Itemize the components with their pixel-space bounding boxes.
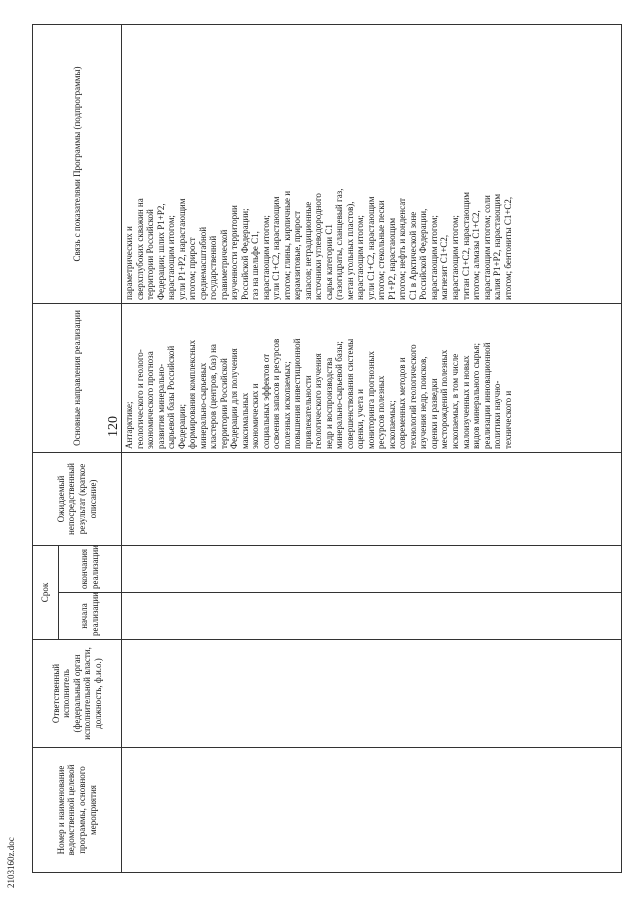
cell-text-line: источники углеводородного bbox=[313, 193, 324, 300]
cell-text-line: итогом; стекольные пески bbox=[376, 200, 387, 300]
cell-text-line: нарастающим итогом; bbox=[260, 215, 271, 300]
cell-text-line: минерально-сырьевых bbox=[197, 362, 208, 449]
cell-text-line: Федерации; bbox=[176, 403, 187, 449]
cell-text-line: социальных эффектов от bbox=[260, 353, 271, 449]
cell-text-line: политики научно- bbox=[492, 380, 503, 449]
cell-text-line: недр и воспроизводства bbox=[323, 357, 334, 449]
cell-text-line: освоения запасов и ресурсов bbox=[271, 338, 282, 449]
cell-text-line: экономического прогноза bbox=[145, 351, 156, 449]
cell-text-line: нарастающим итогом; bbox=[449, 215, 460, 300]
cell-text-line: формирования комплексных bbox=[187, 339, 198, 449]
cell-text-line: итогом; бентониты С1+С2, bbox=[502, 196, 513, 300]
cell-text-line: видов минерального сырья; bbox=[471, 343, 482, 449]
cell-text-line: нарастающим итогом; bbox=[428, 215, 439, 300]
cell-text-line: среднемасштабной bbox=[197, 226, 208, 300]
header-responsible: Ответственный исполнитель (федеральный орган исполнительной власти, должность, ф.и.о.) bbox=[33, 640, 122, 748]
cell-text-line: повышения инвестиционной bbox=[292, 338, 303, 449]
cell-text-line: Р1+Р2, нарастающим bbox=[386, 217, 397, 300]
header-main-directions: Основные направления реализации bbox=[33, 303, 122, 452]
cell-text-line: технического и bbox=[502, 390, 513, 449]
cell-text-line: сверхглубоких скважин на bbox=[134, 198, 145, 300]
cell-text-line: С1 в Арктической зоне bbox=[407, 211, 418, 300]
header-expected-result: Ожидаемый непосредственный результат (краткое описание) bbox=[33, 452, 122, 545]
cell-text-line: итогом; глины, кирпичные и bbox=[281, 190, 292, 300]
cell-text-line: Российской Федерации, bbox=[418, 208, 429, 300]
rotated-table-container bbox=[32, 25, 612, 873]
cell-text-line: сырья категории С1 bbox=[323, 224, 334, 300]
cell-text-line: привлекательности bbox=[302, 375, 313, 449]
cell-text-line: магнезит С1+С2, bbox=[439, 234, 450, 300]
cell-expected-result bbox=[122, 452, 622, 545]
cell-text-line: Антарктике; bbox=[124, 401, 134, 449]
table-row bbox=[122, 24, 622, 872]
cell-indicators-link bbox=[122, 24, 622, 303]
cell-text-line: гравиметрической bbox=[218, 229, 229, 300]
cell-text-line: керамзитовые, прирост bbox=[292, 210, 303, 300]
page-number: 120 bbox=[106, 416, 121, 437]
cell-responsible bbox=[122, 640, 622, 748]
header-term: Срок bbox=[33, 545, 59, 639]
cell-text-line: полезных ископаемых; bbox=[281, 361, 292, 449]
header-indicators-link: Связь с показателями Программы (подпрограммы) bbox=[33, 24, 122, 303]
cell-text-line: совершенствования системы bbox=[344, 338, 355, 449]
cell-text-line: оценки и разведки bbox=[428, 378, 439, 449]
cell-text-line: оценки, учета и bbox=[355, 389, 366, 449]
cell-text-line: геологического и геолого- bbox=[134, 349, 145, 449]
cell-end bbox=[122, 545, 622, 592]
cell-text-line: запасов; нетрадиционные bbox=[302, 201, 313, 300]
cell-text-line: современных методов и bbox=[397, 357, 408, 449]
cell-text-line: малоизученных и новых bbox=[460, 355, 471, 449]
cell-text-line: калия Р1+Р2, нарастающим bbox=[492, 193, 503, 300]
document-code: 2103160z.doc bbox=[6, 837, 16, 888]
cell-text-line: сырьевой базы Российской bbox=[166, 345, 177, 449]
cell-text-line: экономических и bbox=[250, 383, 261, 449]
cell-text-line: территории Российской bbox=[218, 358, 229, 449]
cell-text-line: угли Р1+Р2, нарастающим bbox=[176, 198, 187, 300]
program-table bbox=[32, 24, 622, 873]
cell-text-line: мониторинга прогнозных bbox=[365, 351, 376, 449]
cell-text-line: Федерации; шлих Р1+Р2, bbox=[155, 203, 166, 300]
cell-text-line: ископаемых; bbox=[386, 400, 397, 449]
cell-text-line: итогом; нефть и конденсат bbox=[397, 198, 408, 300]
cell-text-line: реализации инновационной bbox=[481, 342, 492, 449]
cell-text-line: газ на шельфе С1, bbox=[250, 231, 261, 300]
header-program-name: Номер и наименование ведомственной целевой программы, основного мероприятия bbox=[33, 748, 122, 873]
cell-text-line: нарастающим итогом; bbox=[355, 215, 366, 300]
cell-text-line: ископаемых, в том числе bbox=[449, 353, 460, 449]
cell-text-line: метан угольных пластов), bbox=[344, 201, 355, 300]
cell-text-line: нарастающим итогом; соли bbox=[481, 195, 492, 300]
cell-text-line: максимальных bbox=[239, 392, 250, 449]
cell-text-line: титан С1+С2, нарастающим bbox=[460, 192, 471, 300]
header-end: окончания реализации bbox=[59, 545, 122, 592]
cell-text-line: (газогидраты, сланцевый газ, bbox=[334, 188, 345, 300]
cell-text-line: геологического изучения bbox=[313, 353, 324, 449]
cell-program-name bbox=[122, 748, 622, 873]
cell-text-line: государственной bbox=[208, 235, 219, 300]
cell-text-line: месторождений полезных bbox=[439, 349, 450, 449]
cell-text-line: итогом; алмазы С1+С2, bbox=[471, 210, 482, 300]
cell-text-line: изученности территории bbox=[229, 205, 240, 300]
cell-text-line: технологий геологического bbox=[407, 344, 418, 449]
cell-text-line: Российской Федерации; bbox=[239, 208, 250, 300]
cell-text-line: ресурсов полезных bbox=[376, 375, 387, 449]
cell-text-line: нарастающим итогом; bbox=[166, 215, 177, 300]
cell-text-line: минерально-сырьевой базы; bbox=[334, 341, 345, 449]
cell-text-line: угли С1+С2, нарастающим bbox=[365, 196, 376, 300]
cell-start bbox=[122, 593, 622, 640]
cell-text-line: изучения недр, поисков, bbox=[418, 356, 429, 449]
cell-text-line: параметрических и bbox=[124, 226, 134, 300]
cell-main-directions bbox=[122, 303, 622, 452]
cell-text-line: угли С1+С2, нарастающим bbox=[271, 196, 282, 300]
header-start: начала реализации bbox=[59, 593, 122, 640]
cell-text-line: кластеров (центров, баз) на bbox=[208, 344, 219, 449]
cell-text-line: итогом; прирост bbox=[187, 237, 198, 300]
cell-text-line: развития минерально- bbox=[155, 363, 166, 449]
cell-text-line: Федерации для получения bbox=[229, 348, 240, 449]
cell-text-line: территории Российской bbox=[145, 209, 156, 300]
